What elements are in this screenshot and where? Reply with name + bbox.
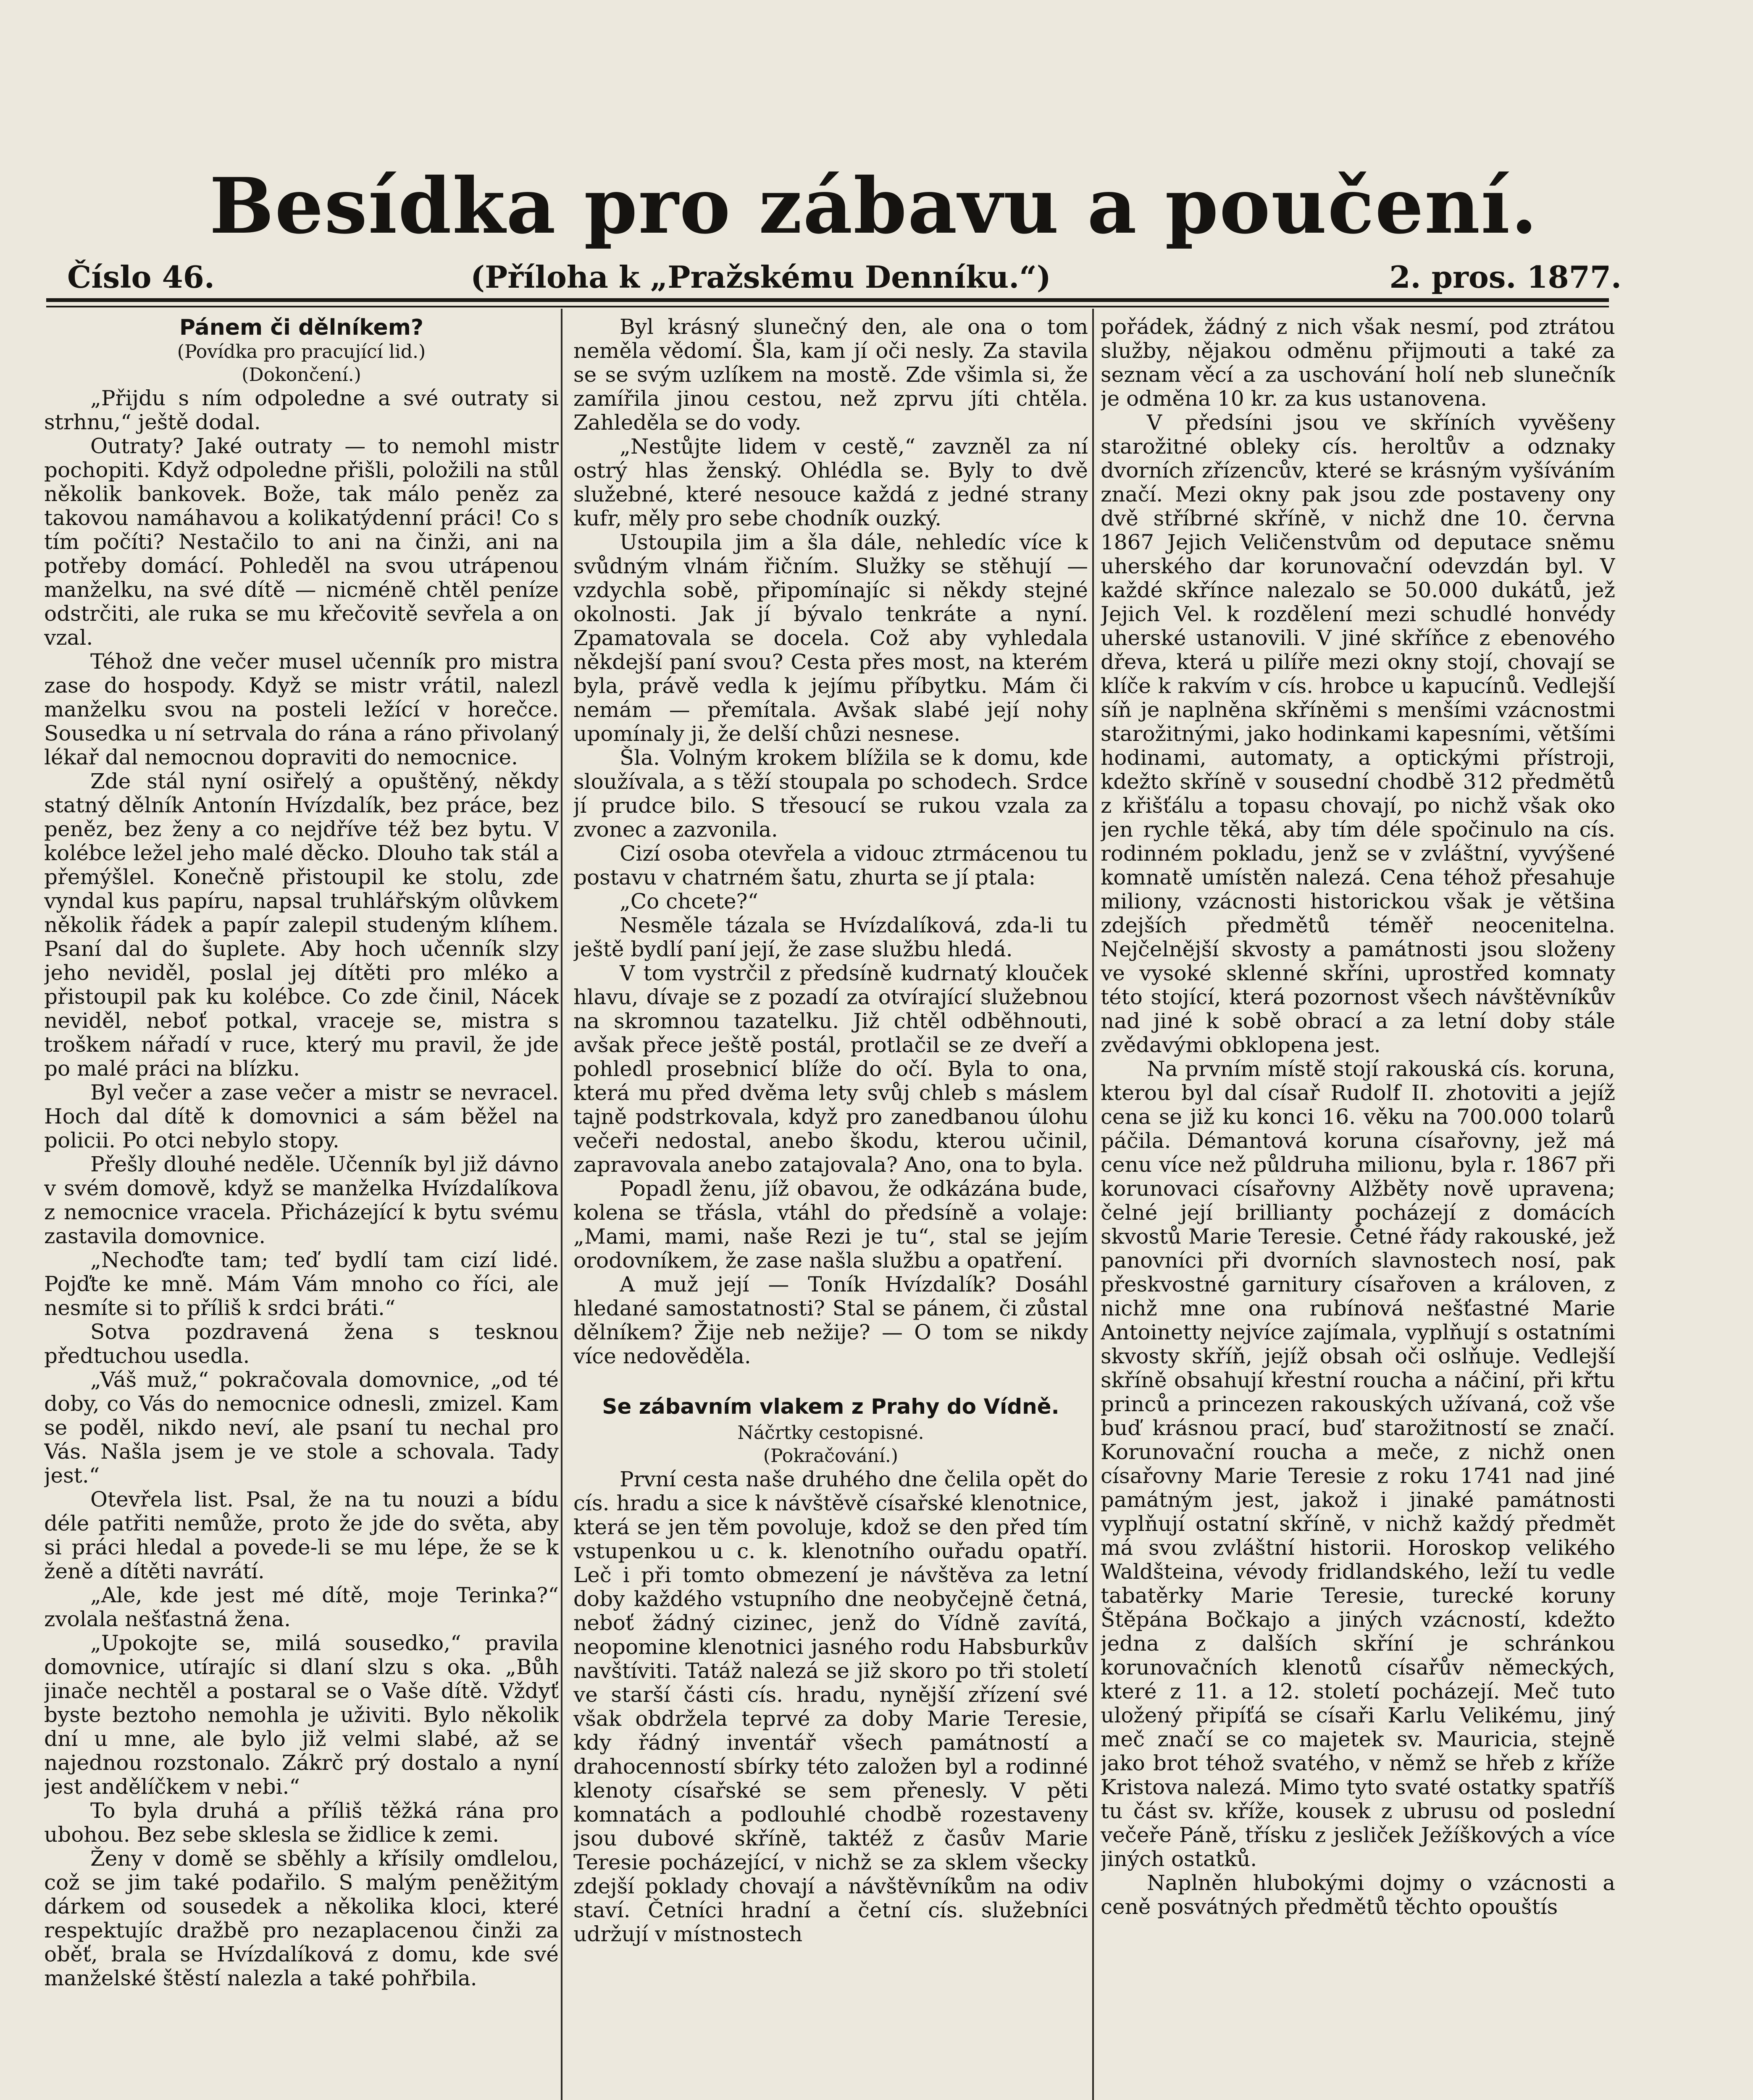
paragraph: „Váš muž,“ pokračovala domovnice, „od té doby, co Vás do nemocnice odnesli, zmizel. Kam se poděl, nikdo neví, ale psaní tu nechal pro Vás. Našla jsem je ve stole a schovala. Tady jest.“ — [44, 1368, 559, 1488]
paragraph: Šla. Volným krokem blížila se k domu, kde sloužívala, a s těží stoupala po schodech. Srdce jí prudce bilo. S třesoucí se rukou vzala za zvonec a zazvonila. — [573, 746, 1088, 842]
paragraph: pořádek, žádný z nich však nesmí, pod ztrátou služby, nějakou odměnu přijmouti a také za seznam věcí a za uschování holí neb slunečník je odměna 10 kr. za kus ustanovena. — [1101, 315, 1615, 411]
header-rule-thin — [46, 306, 1609, 307]
paragraph: Na prvním místě stojí rakouská cís. koruna, kterou byl dal císař Rudolf II. zhotoviti a jejíž cena se již ku konci 16. věku na 700.000 tolarů páčila. Démantová koruna císařovny, jež má cenu více než půldruha milionu, byla r. 1867 při korunovaci císařovny Alžběty nově upravena; čelné její brillianty pocházejí z domácích skvostů Marie Teresie. Četné řády rakouské, jež panovníci při dvorních slavnostech nosí, pak přeskvostné garnitury císařoven a královen, z nichž mne ona rubínová nešťastné Marie Antoinetty nejvíce zajímala, vyplňují s ostatními skvosty skříň, jejíž obsah oči oslňuje. Vedlejší skříně obsahují křestní roucha a náčiní, při křtu princů a princezen rakouských užívaná, což vše buď krásnou prací, buď starožitností se značí. Korunovační roucha a meče, z nichž onen císařovny Marie Teresie z roku 1741 nad jiné památným jest, jakož i jinaké památnosti vyplňují ostatní skříně, v nichž každý předmět má svou zvláštní historii. Horoskop velikého Waldšteina, vévody fridlandského, leží tu vedle tabatěrky Marie Teresie, turecké koruny Štěpána Bočkajo a jiných vzácností, kdežto jedna z dalších skříní je schránkou korunovačních klenotů císařův německých, které z 11. a 12. století pocházejí. Meč tuto uložený připíťá se císaři Karlu Velikému, jiný meč značí se co majetek sv. Mauricia, stejně jako brot téhož svatého, v němž se hřeb z kříže Kristova nalezá. Mimo tyto svaté ostatky spatříš tu část sv. kříže, kousek z ubrusu od poslední večeře Páně, třísku z jesliček Ježíškových a více jiných ostatků. — [1101, 1057, 1615, 1871]
column-divider — [561, 309, 562, 2100]
column-3 — [1101, 315, 1615, 2100]
paragraph: Přešly dlouhé neděle. Učenník byl již dávno v svém domově, když se manželka Hvízdalíkova z nemocnice vracela. Přicházející k bytu svému zastavila domovnice. — [44, 1152, 559, 1248]
paragraph: V předsíni jsou ve skříních vyvěšeny starožitné obleky cís. heroltův a odznaky dvorních zřízencův, které se krásným vyšíváním značí. Mezi okny pak jsou zde postaveny ony dvě stříbrné skříně, v nichž dne 10. června 1867 Jejich Veličenstvům od deputace sněmu uherského dar korunovační odevzdán byl. V každé skřínce nalezalo se 50.000 dukátů, jež Jejich Vel. k rozdělení mezi schudlé honvédy uherské ustanovili. V jiné skříňce z ebenového dřeva, která u pilíře mezi okny stojí, chovají se klíče k rakvím v cís. hrobce u kapucínů. Vedlejší síň je naplněna skříněmi s menšími vzácnostmi starožitnými, jako hodinkami kapesními, většími hodinami, automaty, a optickými přístroji, kdežto skříně v sousední chodbě 312 předmětů z křišťálu a topasu chovají, po nichž však oko jen rychle těká, aby tím déle spočinulo na cís. rodinném pokladu, jenž se v zvláštní, vyvýšené komnatě umístěn nalezá. Cena téhož přesahuje miliony, vzácnosti historickou však je většina zdejších předmětů téměř neocenitelna. Nejčelnější skvosty a památnosti jsou složeny ve vysoké sklenné skříni, uprostřed komnaty této stojící, která pozornost všech návštěvníkův nad jiné k sobě obrací a za letní doby stále zvědavými obklopena jest. — [1101, 410, 1615, 1057]
paragraph: „Co chcete?“ — [620, 889, 759, 914]
paragraph: V tom vystrčil z předsíně kudrnatý klouček hlavu, dívaje se z pozadí za otvírající služebnou na skromnou tazatelku. Již chtěl odběhnouti, avšak přece ještě postál, protlačil se ze dveří a pohledl prosebnicí blíže do očí. Byla to ona, která mu před dvěma lety svůj chleb s máslem tajně podstrkovala, když pro zanedbanou úlohu večeři nedostal, anebo škodu, kterou učinil, zapravovala anebo zatajovala? Ano, ona to byla. — [573, 961, 1088, 1177]
story-continued-note: (Dokončení.) — [242, 364, 361, 386]
article-subtitle: Náčrtky cestopisné. — [737, 1422, 924, 1444]
article-title: Se zábavním vlakem z Prahy do Vídně. — [602, 1394, 1059, 1419]
paragraph: Cizí osoba otevřela a vidouc ztrmácenou tu postavu v chatrném šatu, zhurta se jí ptala: — [573, 841, 1088, 890]
column-divider — [1092, 309, 1094, 2100]
paragraph: Popadl ženu, jíž obavou, že odkázána bude, kolena se třásla, vtáhl do předsíně a volaje: „Mami, mami, naše Rezi je tu“, stal se jejím orodovníkem, že zase našla službu a opatření. — [573, 1176, 1088, 1273]
article-continued-note: (Pokračování.) — [763, 1445, 899, 1467]
issue-date: 2. pros. 1877. — [1389, 259, 1622, 295]
paragraph: Byl večer a zase večer a mistr se nevracel. Hoch dal dítě k domovnici a sám běžel na policii. Po otci nebylo stopy. — [44, 1080, 559, 1152]
issue-number: Číslo 46. — [67, 259, 215, 295]
paragraph: Ustoupila jim a šla dále, nehledíc více k svůdným vlnám řičním. Služky se stěhují — vzdychla sobě, připomínajíc si někdy stejné okolnosti. Jak jí bývalo tenkráte a nyní. Zpamatovala se docela. Což aby vyhledala někdejší paní svou? Cesta přes most, na kterém byla, právě vedla k jejímu příbytku. Mám či nemám — přemítala. Avšak slabé její nohy upomínaly ji, že delší chůzi nesnese. — [573, 530, 1088, 746]
story-subtitle: (Povídka pro pracující lid.) — [177, 341, 426, 362]
column-2 — [573, 315, 1088, 2100]
paragraph: Otevřela list. Psal, že na tu nouzi a bídu déle patřiti nemůže, proto že jde do světa, aby si práci hledal a povede-li se mu lépe, že se k ženě a dítěti navrátí. — [44, 1487, 559, 1583]
paragraph: Nesměle tázala se Hvízdalíková, zda-li tu ještě bydlí paní její, že zase službu hledá. — [573, 913, 1088, 961]
masthead-title: Besídka pro zábavu a poučení. — [209, 161, 1538, 251]
column-1 — [44, 315, 559, 2100]
paragraph: „Nestůjte lidem v cestě,“ zavzněl za ní ostrý hlas ženský. Ohlédla se. Byly to dvě služebné, které nesouce každá z jedné strany kufr, měly pro sebe chodník ouzký. — [573, 434, 1088, 530]
paragraph: Ženy v domě se sběhly a křísily omdlelou, což se jim také podařilo. S malým peněžitým dárkem od sousedek a několika kloci, které respektujíc dražbě pro nezaplacenou činži za oběť, brala se Hvízdalíková z domu, kde své manželské štěstí nalezla a také pohřbila. — [44, 1846, 559, 1990]
paragraph: A muž její — Toník Hvízdalík? Dosáhl hledané samostatnosti? Stal se pánem, či zůstal dělníkem? Žije neb nežije? — O tom se nikdy více nedověděla. — [573, 1272, 1088, 1368]
paragraph: Zde stál nyní osiřelý a opuštěný, někdy statný dělník Antonín Hvízdalík, bez práce, bez peněz, bez ženy a co nejdříve též bez bytu. V kolébce ležel jeho malé děcko. Dlouho tak stál a přemýšlel. Konečně přistoupil ke stolu, zde vyndal kus papíru, napsal truhlářským olůvkem několik řádek a papír zalepil studeným klíhem. Psaní dal do šuplete. Aby hoch učenník slzy jeho neviděl, poslal jej dítěti pro mléko a přistoupil pak ku kolébce. Co zde činil, Nácek neviděl, neboť potkal, vraceje se, mistra s troškem nářadí v ruce, který mu pravil, že jde po malé práci na blízku. — [44, 769, 559, 1081]
header-rule — [46, 298, 1609, 302]
paragraph: „Nechoďte tam; teď bydlí tam cizí lidé. Pojďte ke mně. Mám Vám mnoho co říci, ale nesmíte si to příliš k srdci bráti.“ — [44, 1248, 559, 1320]
paragraph: „Upokojte se, milá sousedko,“ pravila domovnice, utírajíc si dlaní slzu s oka. „Bůh jinače nechtěl a postaral se o Vaše dítě. Vždyť byste beztoho nemohla je uživiti. Bylo několik dní u mne, ale bylo již velmi slabé, až se najednou rozstonalo. Zákrč prý dostalo a nyní jest andělíčkem v nebi.“ — [44, 1631, 559, 1799]
paragraph: První cesta naše druhého dne čelila opět do cís. hradu a sice k návštěvě císařské klenotnice, která se jen těm povoluje, kdož se den před tím vstupenkou u c. k. klenotního ouřadu opatří. Leč i při tomto obmezení je návštěva za letní doby každého vstupního dne neobyčejně četná, neboť žádný cizinec, jenž do Vídně zavítá, neopomine klenotnici jasného rodu Habsburkův navštíviti. Tatáž nalezá se již skoro po tři století ve starší části cís. hradu, nynější zřízení své však obdržela teprvé za doby Marie Teresie, kdy řádný inventář všech památností a drahocenností sbírky této založen byl a rodinné klenoty císařské se sem přenesly. V pěti komnatách a podlouhlé chodbě rozestaveny jsou dubové skříně, taktéž z časův Marie Teresie pocházející, v nichž se za sklem všecky zdejší poklady chovají a návštěvníkům na odiv staví. Četníci hradní a četní cís. služebníci udržují v místnostech — [573, 1467, 1088, 1946]
supplement-note: (Příloha k „Pražskému Denníku.“) — [470, 259, 1051, 295]
paragraph: To byla druhá a příliš těžká rána pro ubohou. Bez sebe sklesla se židlice k zemi. — [44, 1798, 559, 1847]
paragraph: Outraty? Jaké outraty — to nemohl mistr pochopiti. Když odpoledne přišli, položili na stůl několik bankovek. Bože, tak málo peněz za takovou namáhavou a kolikatýdenní práci! Co s tím počíti? Nestačilo to ani na činži, ani na potřeby domácí. Pohleděl na svou utrápenou manželku, na své dítě — nicméně chtěl peníze odstrčiti, ale ruka se mu křečovitě sevřela a on vzal. — [44, 434, 559, 650]
paragraph: „Ale, kde jest mé dítě, moje Terinka?“ zvolala nešťastná žena. — [44, 1583, 559, 1631]
paragraph: „Přijdu s ním odpoledne a své outraty si strhnu,“ ještě dodal. — [44, 386, 559, 434]
story-title: Pánem či dělníkem? — [179, 315, 424, 340]
paragraph: Naplněn hlubokými dojmy o vzácnosti a ceně posvátných předmětů těchto opouštís — [1101, 1871, 1615, 1919]
paragraph: Téhož dne večer musel učenník pro mistra zase do hospody. Když se mistr vrátil, nalezl manželku svou na posteli ležící v horečce. Sousedka u ní setrvala do rána a ráno přivolaný lékař dal nemocnou dopraviti do nemocnice. — [44, 649, 559, 769]
paragraph: Byl krásný slunečný den, ale ona o tom neměla vědomí. Šla, kam jí oči nesly. Za stavila se se svým uzlíkem na mostě. Zde všimla si, že zamířila jinou cestou, než zprvu jíti chtěla. Zahleděla se do vody. — [573, 315, 1088, 435]
issue-bar — [67, 258, 1622, 296]
paragraph: Sotva pozdravená žena s tesknou předtuchou usedla. — [44, 1320, 559, 1368]
